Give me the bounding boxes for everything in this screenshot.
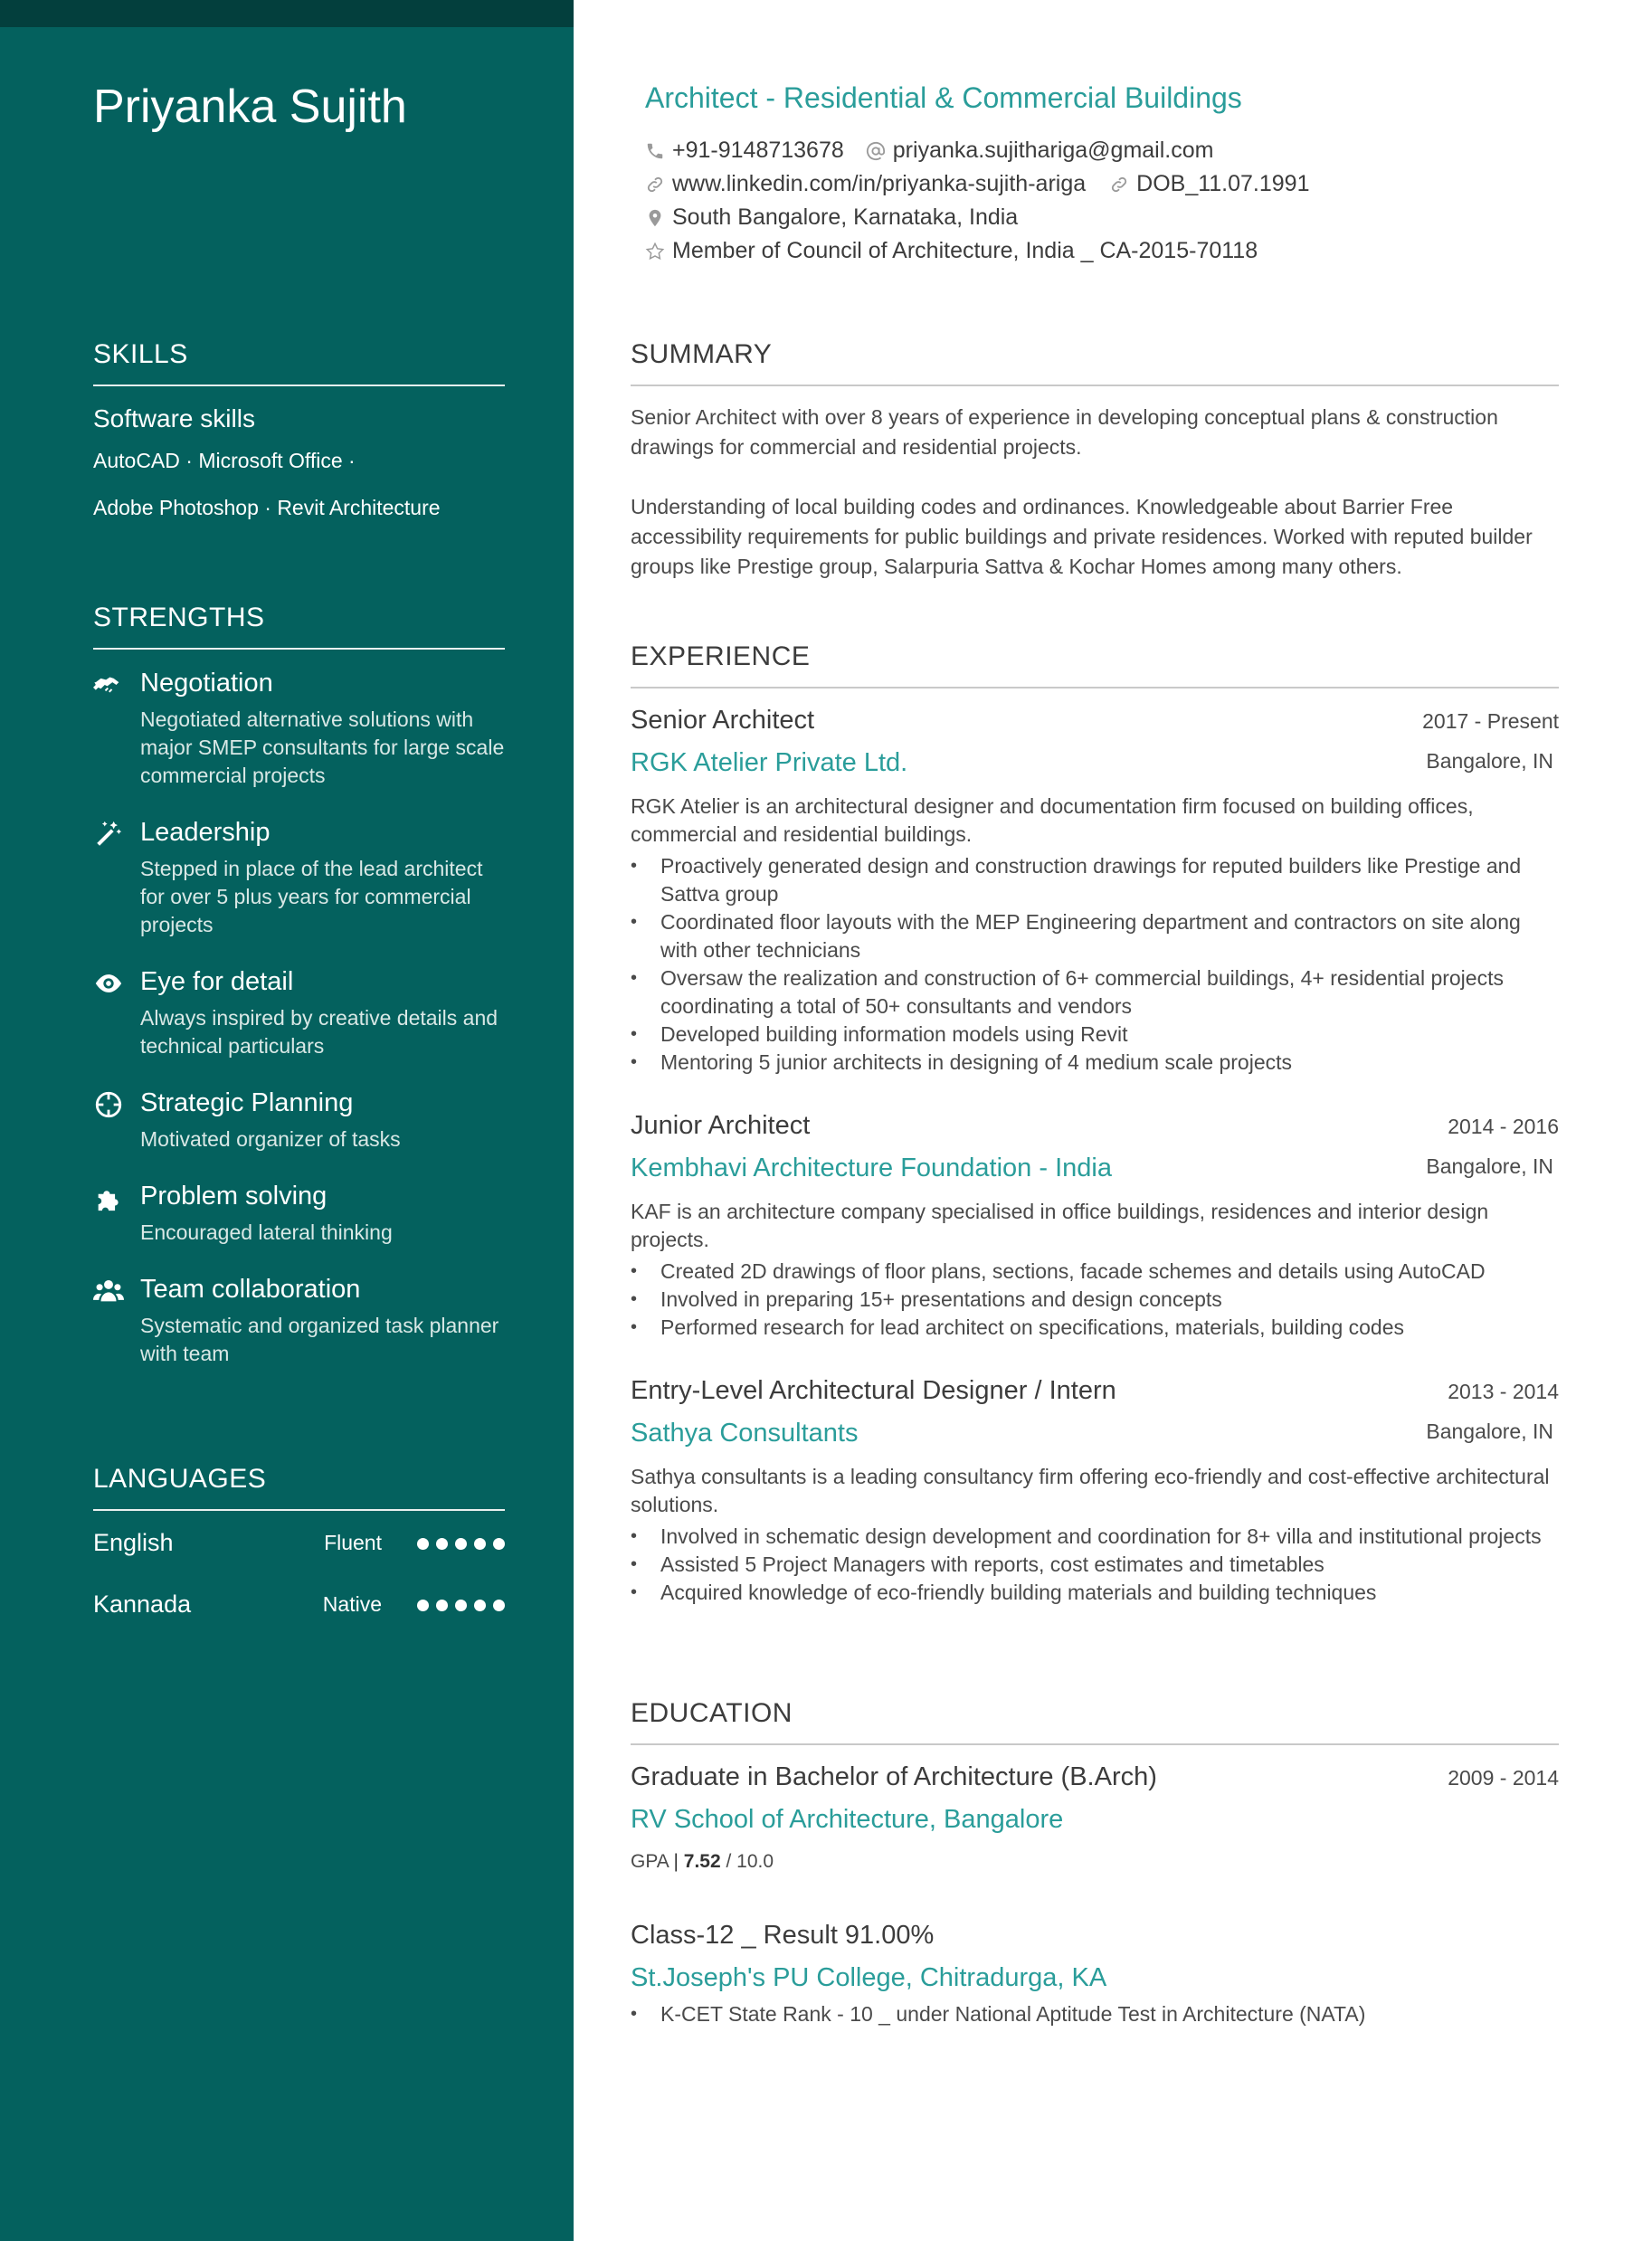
entry-role: Junior Architect (631, 1111, 811, 1140)
skills-heading: SKILLS (93, 339, 505, 386)
entry-role: Entry-Level Architectural Designer / Intern (631, 1376, 1116, 1405)
contact-email[interactable] (866, 138, 1214, 164)
entry-bullets (631, 1258, 1559, 1342)
strength-title: Team collaboration (140, 1275, 361, 1304)
language-rating (417, 1538, 505, 1551)
rating-dot (474, 1538, 486, 1550)
users-icon (93, 1276, 124, 1306)
strength-item (93, 815, 505, 939)
language-name: Kannada (93, 1591, 192, 1618)
strengths-heading: STRENGTHS (93, 603, 505, 650)
bullet-item: • Performed research for lead architect on specifications, materials, building codes (631, 1314, 1559, 1342)
star-icon (645, 242, 665, 261)
bullet-item: • Involved in preparing 15+ presentations and design concepts (631, 1286, 1559, 1314)
entry-description: Sathya consultants is a leading consultancy firm offering eco-friendly and cost-effective architectural solutions. (631, 1465, 1550, 1516)
strength-desc: Encouraged lateral thinking (140, 1220, 393, 1244)
experience-entry (631, 706, 1559, 1077)
location-pin-icon (645, 208, 665, 228)
strength-desc: Stepped in place of the lead architect for over 5 plus years for commercial projects (140, 857, 483, 936)
strengths-section (93, 603, 505, 1368)
languages-section (93, 1464, 505, 1634)
email-text: priyanka.sujithariga@gmail.com (892, 138, 1214, 163)
strength-desc: Always inspired by creative details and technical particulars (140, 1006, 498, 1058)
bullet-item: • Involved in schematic design development and coordination for 8+ villa and institutional projects (631, 1523, 1559, 1551)
strength-title: Leadership (140, 818, 271, 847)
bullet-item: • Mentoring 5 junior architects in designing of 4 medium scale projects (631, 1049, 1559, 1077)
education-school: RV School of Architecture, Bangalore (631, 1805, 1064, 1834)
summary-paragraph: Understanding of local building codes and ordinances. Knowledgeable about Barrier Free accessibility requirements for public buildings and private residences. Worked with reputed builder groups like Prestige group, Salarpuria Sattva & Kochar Homes among many others. (631, 495, 1533, 578)
contact-dob (1109, 171, 1309, 197)
language-level: Fluent (324, 1531, 382, 1554)
eye-icon (93, 968, 124, 999)
puzzle-icon (93, 1182, 124, 1213)
rating-dot (436, 1600, 448, 1611)
magic-wand-icon (93, 819, 124, 850)
language-rating (417, 1600, 505, 1612)
contact-location (645, 204, 1018, 231)
rating-dot (455, 1538, 467, 1550)
bullet-item: • Coordinated floor layouts with the MEP Engineering department and contractors on site along with other technicians (631, 908, 1559, 964)
language-row (93, 1511, 505, 1572)
skill-line: AutoCAD · Microsoft Office · (93, 449, 356, 472)
strength-item (93, 964, 505, 1060)
experience-entry (631, 1376, 1559, 1607)
bullet-item: • Acquired knowledge of eco-friendly building materials and building techniques (631, 1579, 1559, 1607)
entry-bullets (631, 852, 1559, 1077)
summary-section (631, 339, 1559, 582)
languages-heading: LANGUAGES (93, 1464, 505, 1511)
rating-dot (474, 1600, 486, 1611)
rating-dot (493, 1600, 505, 1611)
skill-group-title: Software skills (93, 404, 255, 432)
strength-title: Problem solving (140, 1182, 328, 1211)
education-degree: Class-12 _ Result 91.00% (631, 1921, 935, 1950)
education-degree: Graduate in Bachelor of Architecture (B.Arch) (631, 1762, 1157, 1791)
crosshair-icon (93, 1089, 124, 1120)
education-gpa: GPA | 7.52 / 10.0 (631, 1851, 774, 1872)
strength-desc: Motivated organizer of tasks (140, 1127, 401, 1151)
rating-dot (493, 1538, 505, 1550)
entry-location: Bangalore, IN (1426, 749, 1553, 773)
skill-line: Adobe Photoshop · Revit Architecture (93, 496, 441, 519)
education-entry (631, 1762, 1559, 1873)
strength-desc: Negotiated alternative solutions with major SMEP consultants for large scale commercial projects (140, 707, 505, 787)
sidebar-top-band (0, 0, 574, 27)
education-section (631, 1698, 1559, 1745)
bullet-item: • Assisted 5 Project Managers with reports, cost estimates and timetables (631, 1551, 1559, 1579)
entry-dates: 2013 - 2014 (1448, 1380, 1559, 1403)
contact-linkedin[interactable] (645, 171, 1086, 197)
gpa-value: 7.52 (683, 1851, 721, 1872)
membership-text: Member of Council of Architecture, India _ CA-2015-70118 (672, 238, 1258, 263)
bullet-item: • K-CET State Rank - 10 _ under National Aptitude Test in Architecture (NATA) (631, 2000, 1559, 2028)
entry-bullets (631, 1523, 1559, 1607)
contact-row (645, 138, 1235, 164)
contact-row (645, 238, 1279, 264)
link-icon (645, 175, 665, 195)
experience-entry (631, 1111, 1559, 1342)
rating-dot (455, 1600, 467, 1611)
handshake-icon (93, 669, 124, 700)
education-school: St.Joseph's PU College, Chitradurga, KA (631, 1963, 1107, 1992)
bullet-item: • Created 2D drawings of floor plans, sections, facade schemes and details using AutoCAD (631, 1258, 1559, 1286)
gpa-label: GPA (631, 1851, 669, 1872)
strength-item (93, 1272, 505, 1368)
language-name: English (93, 1529, 174, 1556)
sidebar (0, 0, 574, 2241)
bullet-item: • Oversaw the realization and construction of 6+ commercial buildings, 4+ residential projects coordinating a total of 50+ consultants and vendors (631, 964, 1559, 1021)
gpa-max: / 10.0 (726, 1851, 774, 1872)
strength-item (93, 1086, 505, 1154)
linkedin-text: www.linkedin.com/in/priyanka-sujith-ariga (672, 171, 1087, 196)
summary-heading: SUMMARY (631, 339, 1559, 386)
entry-dates: 2014 - 2016 (1448, 1115, 1559, 1138)
entry-dates: 2017 - Present (1422, 709, 1559, 733)
education-entry (631, 1921, 1559, 2028)
strength-title: Negotiation (140, 669, 273, 698)
entry-description: RGK Atelier is an architectural designer and documentation firm focused on building offices, commercial and residential buildings. (631, 794, 1474, 846)
education-heading: EDUCATION (631, 1698, 1559, 1745)
phone-icon (645, 141, 665, 161)
experience-section (631, 641, 1559, 688)
entry-location: Bangalore, IN (1426, 1154, 1553, 1178)
rating-dot (417, 1538, 429, 1550)
contact-membership (645, 238, 1258, 264)
bullet-item: • Developed building information models using Revit (631, 1021, 1559, 1049)
strength-title: Eye for detail (140, 967, 294, 996)
entry-description: KAF is an architecture company specialised in office buildings, residences and interior design projects. (631, 1200, 1489, 1251)
strength-item (93, 666, 505, 790)
education-bullets (631, 2000, 1559, 2028)
entry-role: Senior Architect (631, 706, 815, 735)
entry-location: Bangalore, IN (1426, 1420, 1553, 1443)
entry-company: Sathya Consultants (631, 1419, 859, 1448)
dob-text: DOB_11.07.1991 (1136, 171, 1310, 196)
bullet-item: • Proactively generated design and construction drawings for reputed builders like Prestige and Sattva group (631, 852, 1559, 908)
link-icon (1109, 175, 1129, 195)
contact-row (645, 204, 1040, 231)
contact-row (645, 171, 1332, 197)
at-icon (866, 141, 886, 161)
phone-text: +91-9148713678 (672, 138, 844, 163)
candidate-name: Priyanka Sujith (93, 81, 407, 133)
strength-title: Strategic Planning (140, 1088, 354, 1117)
entry-company: Kembhavi Architecture Foundation - India (631, 1154, 1112, 1182)
experience-heading: EXPERIENCE (631, 641, 1559, 688)
language-level: Native (322, 1592, 382, 1616)
contact-phone[interactable] (645, 138, 844, 164)
rating-dot (436, 1538, 448, 1550)
strength-desc: Systematic and organized task planner with team (140, 1314, 499, 1365)
job-title: Architect - Residential & Commercial Buildings (645, 81, 1242, 114)
language-row (93, 1572, 505, 1634)
rating-dot (417, 1600, 429, 1611)
skills-section (93, 339, 505, 522)
education-dates: 2009 - 2014 (1448, 1766, 1559, 1790)
strength-item (93, 1179, 505, 1247)
summary-paragraph: Senior Architect with over 8 years of experience in developing conceptual plans & construction drawings for commercial and residential projects. (631, 405, 1498, 459)
location-text: South Bangalore, Karnataka, India (672, 204, 1019, 230)
entry-company: RGK Atelier Private Ltd. (631, 748, 908, 777)
